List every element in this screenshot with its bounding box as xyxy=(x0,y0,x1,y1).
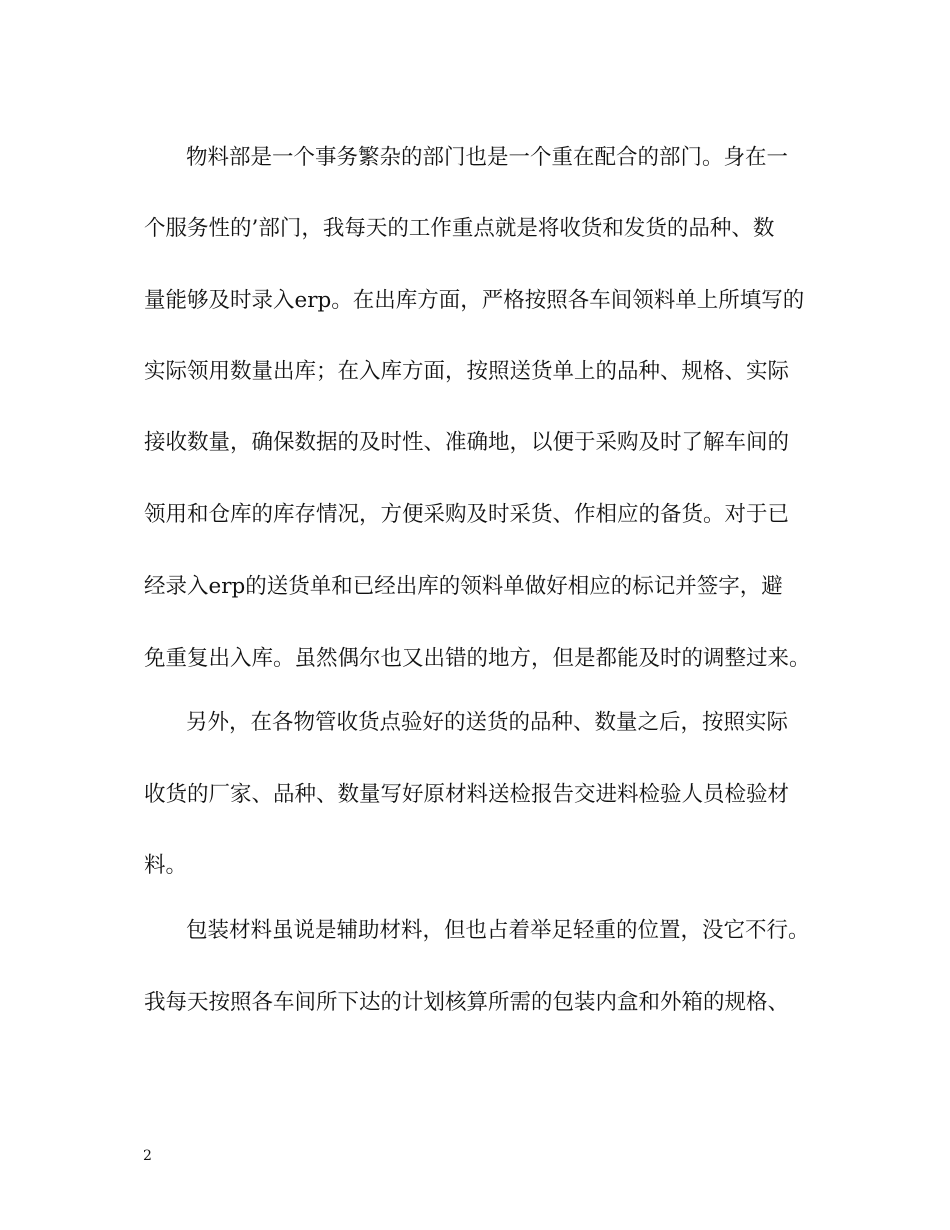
paragraph-1-line-7: 经录入erp的送货单和已经出库的领料单做好相应的标记并签字，避 xyxy=(144,574,783,599)
paragraph-1-line-1: 物料部是一个事务繁杂的部门也是一个重在配合的部门。身在一 xyxy=(186,145,789,170)
paragraph-2-line-1: 另外，在各物管收货点验好的送货的品种、数量之后，按照实际 xyxy=(186,710,789,735)
page-number: 2 xyxy=(143,1148,152,1164)
paragraph-1-line-6: 领用和仓库的库存情况，方便采购及时采货、作相应的备货。对于已 xyxy=(144,502,790,527)
paragraph-3-line-1: 包装材料虽说是辅助材料，但也占着举足轻重的位置，没它不行。 xyxy=(186,918,810,943)
paragraph-3-line-2: 我每天按照各车间所下达的计划核算所需的包装内盒和外箱的规格、 xyxy=(144,990,790,1015)
paragraph-2-line-3: 料。 xyxy=(144,853,188,878)
paragraph-1-line-4: 实际领用数量出库；在入库方面，按照送货单上的品种、规格、实际 xyxy=(144,359,790,384)
paragraph-1-line-2: 个服务性的’部门，我每天的工作重点就是将收货和发货的品种、数 xyxy=(144,216,775,241)
paragraph-1-line-3: 量能够及时录入erp。在出库方面，严格按照各车间领料单上所填写的 xyxy=(144,288,805,313)
paragraph-2-line-2: 收货的厂家、品种、数量写好原材料送检报告交进料检验人员检验材 xyxy=(144,782,790,807)
paragraph-1-line-8: 免重复出入库。虽然偶尔也又出错的地方，但是都能及时的调整过来。 xyxy=(144,646,811,671)
paragraph-1-line-5: 接收数量，确保数据的及时性、准确地，以便于采购及时了解车间的 xyxy=(144,430,790,455)
